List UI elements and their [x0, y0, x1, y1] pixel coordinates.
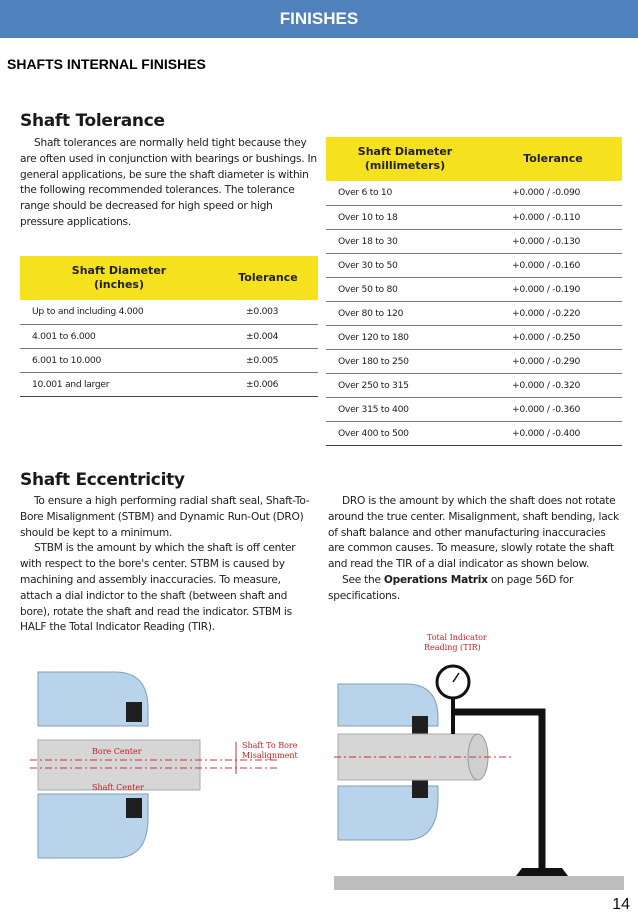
- shaft-center-label: Shaft Center: [92, 783, 144, 792]
- inch-col-tolerance: Tolerance: [218, 256, 318, 300]
- mm-tolerance-table: [326, 137, 622, 446]
- inch-tolerance-cell: ±0.003: [218, 300, 318, 324]
- tir-label-1: Total Indicator: [427, 633, 487, 642]
- shaft-eccentricity-heading: Shaft Eccentricity: [20, 470, 185, 490]
- inch-tolerance-cell: ±0.006: [218, 372, 318, 396]
- mm-row: [326, 349, 622, 373]
- inch-tolerance-cell: ±0.004: [218, 324, 318, 348]
- shaft-tolerance-paragraph: [20, 136, 318, 231]
- stand-base: [516, 868, 568, 876]
- mm-row: [326, 421, 622, 445]
- mm-col-diameter: Shaft Diameter (millimeters): [326, 137, 484, 181]
- mm-row: [326, 325, 622, 349]
- mm-tolerance-cell: +0.000 / -0.130: [484, 229, 622, 253]
- banner-title: FINISHES: [279, 9, 359, 28]
- page-number: 14: [612, 896, 630, 913]
- dro-diagram: [334, 630, 624, 890]
- mm-row: [326, 181, 622, 205]
- eccentricity-right-p2: [328, 573, 622, 605]
- stbm-diagram: [30, 668, 330, 878]
- seal-top: [126, 702, 142, 722]
- eccentricity-left-p1: To ensure a high performing radial shaft seal, Shaft-To-Bore Misalignment (STBM) and Dynamic Run-Out (DRO) should be kept to a minimum.: [20, 495, 310, 539]
- stbm-label-1: Shaft To Bore: [242, 741, 298, 750]
- eccentricity-left-p2: STBM is the amount by which the shaft is off center with respect to the bore's center. STBM is caused by machining and assembly inaccuracies. To measure, attach a dial indictor to the shaft (between shaft and bore), rotate the shaft and read the indicator. STBM is HALF the Total Indicator Reading (TIR).: [20, 542, 296, 634]
- inch-row: [20, 372, 318, 396]
- mm-diameter-cell: Over 400 to 500: [326, 421, 484, 445]
- mm-tolerance-cell: +0.000 / -0.360: [484, 397, 622, 421]
- mm-diameter-cell: Over 6 to 10: [326, 181, 484, 205]
- mm-row: [326, 253, 622, 277]
- inch-diameter-cell: 10.001 and larger: [20, 372, 218, 396]
- mm-tolerance-cell: +0.000 / -0.220: [484, 301, 622, 325]
- mm-row: [326, 229, 622, 253]
- mm-diameter-cell: Over 315 to 400: [326, 397, 484, 421]
- mm-row: [326, 373, 622, 397]
- section-subtitle: SHAFTS INTERNAL FINISHES: [7, 56, 206, 72]
- tir-label-2: Reading (TIR): [424, 643, 481, 652]
- eccentricity-left-column: [20, 494, 316, 636]
- mm-tolerance-cell: +0.000 / -0.160: [484, 253, 622, 277]
- mm-tolerance-cell: +0.000 / -0.250: [484, 325, 622, 349]
- mm-diameter-cell: Over 250 to 315: [326, 373, 484, 397]
- inch-diameter-cell: 6.001 to 10.000: [20, 348, 218, 372]
- mm-tolerance-cell: +0.000 / -0.320: [484, 373, 622, 397]
- inch-col-diameter: Shaft Diameter (inches): [20, 256, 218, 300]
- inch-tolerance-table: [20, 256, 318, 397]
- inch-row: [20, 324, 318, 348]
- mm-row: [326, 205, 622, 229]
- eccentricity-right-p1: DRO is the amount by which the shaft does not rotate around the true center. Misalignment, shaft bending, lack of shaft balance and other manufacturing inaccuracies are common causes. To measure, slowly rotate the shaft and read the TIR of a dial indicator as shown below.: [328, 495, 619, 571]
- inch-row: [20, 300, 318, 324]
- eccentricity-right-column: [328, 494, 622, 605]
- dial-stem: [451, 698, 455, 734]
- see-text: See the: [342, 573, 384, 586]
- seal-bottom: [126, 798, 142, 818]
- mm-tolerance-cell: +0.000 / -0.400: [484, 421, 622, 445]
- mm-diameter-cell: Over 80 to 120: [326, 301, 484, 325]
- inch-diameter-cell: 4.001 to 6.000: [20, 324, 218, 348]
- mm-row: [326, 301, 622, 325]
- stbm-label-2: Misalignment: [242, 751, 298, 760]
- ground-base: [334, 876, 624, 890]
- mm-diameter-cell: Over 180 to 250: [326, 349, 484, 373]
- mm-diameter-cell: Over 30 to 50: [326, 253, 484, 277]
- shaft-tolerance-heading: Shaft Tolerance: [20, 111, 165, 131]
- mm-diameter-cell: Over 10 to 18: [326, 205, 484, 229]
- mm-tolerance-cell: +0.000 / -0.110: [484, 205, 622, 229]
- tolerance-text: Shaft tolerances are normally held tight because they are often used in conjunction with bearings or bushings. In general applications, be sure the shaft diameter is within the following recommended tolerances. The tolerance range should be decreased for high speed or high pressure applications.: [20, 137, 317, 228]
- mm-diameter-cell: Over 50 to 80: [326, 277, 484, 301]
- seal-top: [412, 716, 428, 734]
- page-ref-text: on page 56D for specifications.: [328, 573, 574, 602]
- inch-tolerance-cell: ±0.005: [218, 348, 318, 372]
- mm-diameter-cell: Over 18 to 30: [326, 229, 484, 253]
- mm-tolerance-cell: +0.000 / -0.290: [484, 349, 622, 373]
- mm-tolerance-cell: +0.000 / -0.190: [484, 277, 622, 301]
- inch-row: [20, 348, 318, 372]
- seal-bottom: [412, 780, 428, 798]
- mm-row: [326, 397, 622, 421]
- inch-diameter-cell: Up to and including 4.000: [20, 300, 218, 324]
- page-banner: [0, 0, 638, 38]
- operations-matrix-ref: Operations Matrix: [383, 573, 488, 586]
- mm-tolerance-cell: +0.000 / -0.090: [484, 181, 622, 205]
- mm-col-tolerance: Tolerance: [484, 137, 622, 181]
- mm-row: [326, 277, 622, 301]
- mm-diameter-cell: Over 120 to 180: [326, 325, 484, 349]
- bore-center-label: Bore Center: [92, 747, 142, 756]
